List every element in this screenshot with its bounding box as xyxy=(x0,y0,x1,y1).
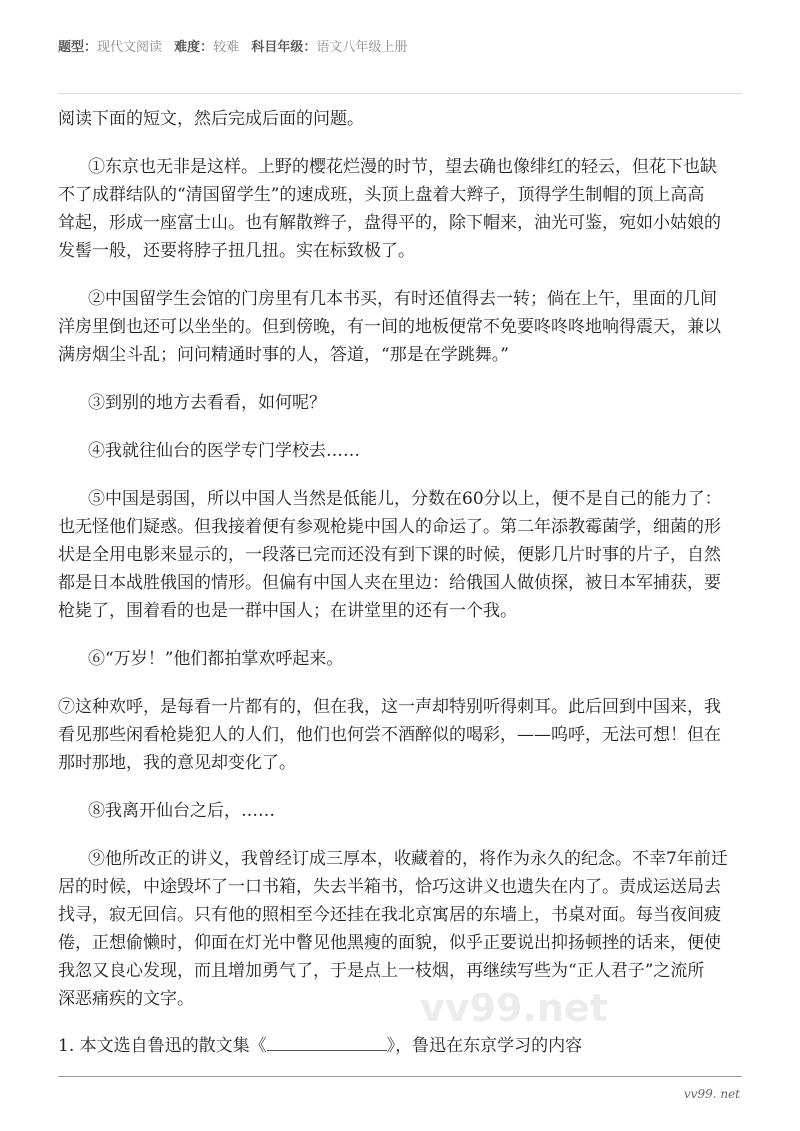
paragraph-line: 找寻，寂无回信。只有他的照相至今还挂在我北京寓居的东墙上，书桌对面。每当夜间疲 xyxy=(58,905,721,925)
paragraph-line: ⑦这种欢呼，是每看一片都有的，但在我，这一声却特别听得刺耳。此后回到中国来，我 xyxy=(58,697,721,717)
grade-value: 语文八年级上册 xyxy=(316,40,408,55)
paragraph-4 xyxy=(58,437,742,465)
paragraph-line: 枪毙了，围着看的也是一群中国人；在讲堂里的还有一个我。 xyxy=(58,601,517,621)
paragraph-7 xyxy=(58,693,742,777)
intro-line: 阅读下面的短文，然后完成后面的问题。 xyxy=(58,109,364,129)
answer-blank[interactable] xyxy=(267,1032,387,1051)
paragraph-line: 倦，正想偷懒时，仰面在灯光中瞥见他黑瘦的面貌，似乎正要说出抑扬顿挫的话来，便使 xyxy=(58,933,721,953)
paragraph-9 xyxy=(58,845,742,1013)
paragraph-3 xyxy=(58,389,742,417)
paragraph-8 xyxy=(58,797,742,825)
paragraph-line: 看见那些闲看枪毙犯人的人们，他们也何尝不酒醉似的喝彩，——呜呼，无法可想！但在 xyxy=(58,725,721,745)
question-suffix: 》，鲁迅在东京学习的内容 xyxy=(386,1036,583,1056)
paragraph-line: 耸起，形成一座富士山。也有解散辫子，盘得平的，除下帽来，油光可鉴，宛如小姑娘的 xyxy=(58,213,721,233)
paragraph-line: 我忽又良心发现，而且增加勇气了，于是点上一枝烟，再继续写些为“正人君子”之流所 xyxy=(58,961,705,981)
paragraph-line: ⑤中国是弱国，所以中国人当然是低能儿，分数在60分以上，便不是自己的能力了： xyxy=(88,489,722,509)
paragraph-line: 状是全用电影来显示的，一段落已完而还没有到下课的时候，便影几片时事的片子，自然 xyxy=(58,545,721,565)
paragraph-line: ⑧我离开仙台之后，…… xyxy=(88,801,275,821)
question-prefix: 1. 本文选自鲁迅的散文集《 xyxy=(58,1036,267,1056)
intro-text xyxy=(58,105,742,133)
type-label: 题型： xyxy=(58,40,98,55)
paragraph-line: ③到别的地方去看看，如何呢？ xyxy=(88,393,326,413)
footer-site: vv99. net xyxy=(683,1087,740,1101)
paragraph-line: 不了成群结队的“清国留学生”的速成班，头顶上盘着大辫子，顶得学生制帽的顶上高高 xyxy=(58,185,705,205)
paragraph-line: 深恶痛疾的文字。 xyxy=(58,989,194,1009)
paragraph-line: 也无怪他们疑惑。但我接着便有参观枪毙中国人的命运了。第二年添教霉菌学，细菌的形 xyxy=(58,517,721,537)
paragraph-6 xyxy=(58,645,742,673)
paragraph-line: 满房烟尘斗乱；问问精通时事的人，答道，“那是在学跳舞。” xyxy=(58,345,509,365)
question-meta xyxy=(58,36,407,55)
paragraph-5 xyxy=(58,485,742,625)
paragraph-line: 发髻一般，还要将脖子扭几扭。实在标致极了。 xyxy=(58,241,415,261)
type-value: 现代文阅读 xyxy=(97,40,163,55)
paragraph-line: 居的时候，中途毁坏了一口书箱，失去半箱书，恰巧这讲义也遗失在内了。责成运送局去 xyxy=(58,877,721,897)
paragraph-line: 洋房里倒也还可以坐坐的。但到傍晚，有一间的地板便常不免要咚咚咚地响得震天，兼以 xyxy=(58,317,721,337)
paragraph-line: 那时那地，我的意见却变化了。 xyxy=(58,753,296,773)
watermark: vv99.net xyxy=(420,986,608,1030)
paragraph-line: 都是日本战胜俄国的情形。但偏有中国人夹在里边：给俄国人做侦探，被日本军捕获，要 xyxy=(58,573,721,593)
grade-label: 科目年级： xyxy=(251,40,317,55)
paragraph-line: ②中国留学生会馆的门房里有几本书买，有时还值得去一转；倘在上午，里面的几间 xyxy=(88,289,717,309)
paragraph-line: ④我就往仙台的医学专门学校去…… xyxy=(88,441,360,461)
header-divider xyxy=(58,93,742,94)
paragraph-line: ⑨他所改正的讲义，我曾经订成三厚本，收藏着的，将作为永久的纪念。不幸7年前迁 xyxy=(88,849,728,869)
difficulty-label: 难度： xyxy=(174,40,214,55)
difficulty-value: 较难 xyxy=(213,40,240,55)
paragraph-2 xyxy=(58,285,742,369)
paragraph-1 xyxy=(58,153,742,265)
paragraph-line: ⑥“万岁！”他们都拍掌欢呼起来。 xyxy=(88,649,344,669)
paragraph-line: ①东京也无非是这样。上野的樱花烂漫的时节，望去确也像绯红的轻云，但花下也缺 xyxy=(88,157,717,177)
passage xyxy=(58,105,742,1033)
footer-divider xyxy=(58,1076,742,1077)
question-1 xyxy=(58,1032,582,1060)
